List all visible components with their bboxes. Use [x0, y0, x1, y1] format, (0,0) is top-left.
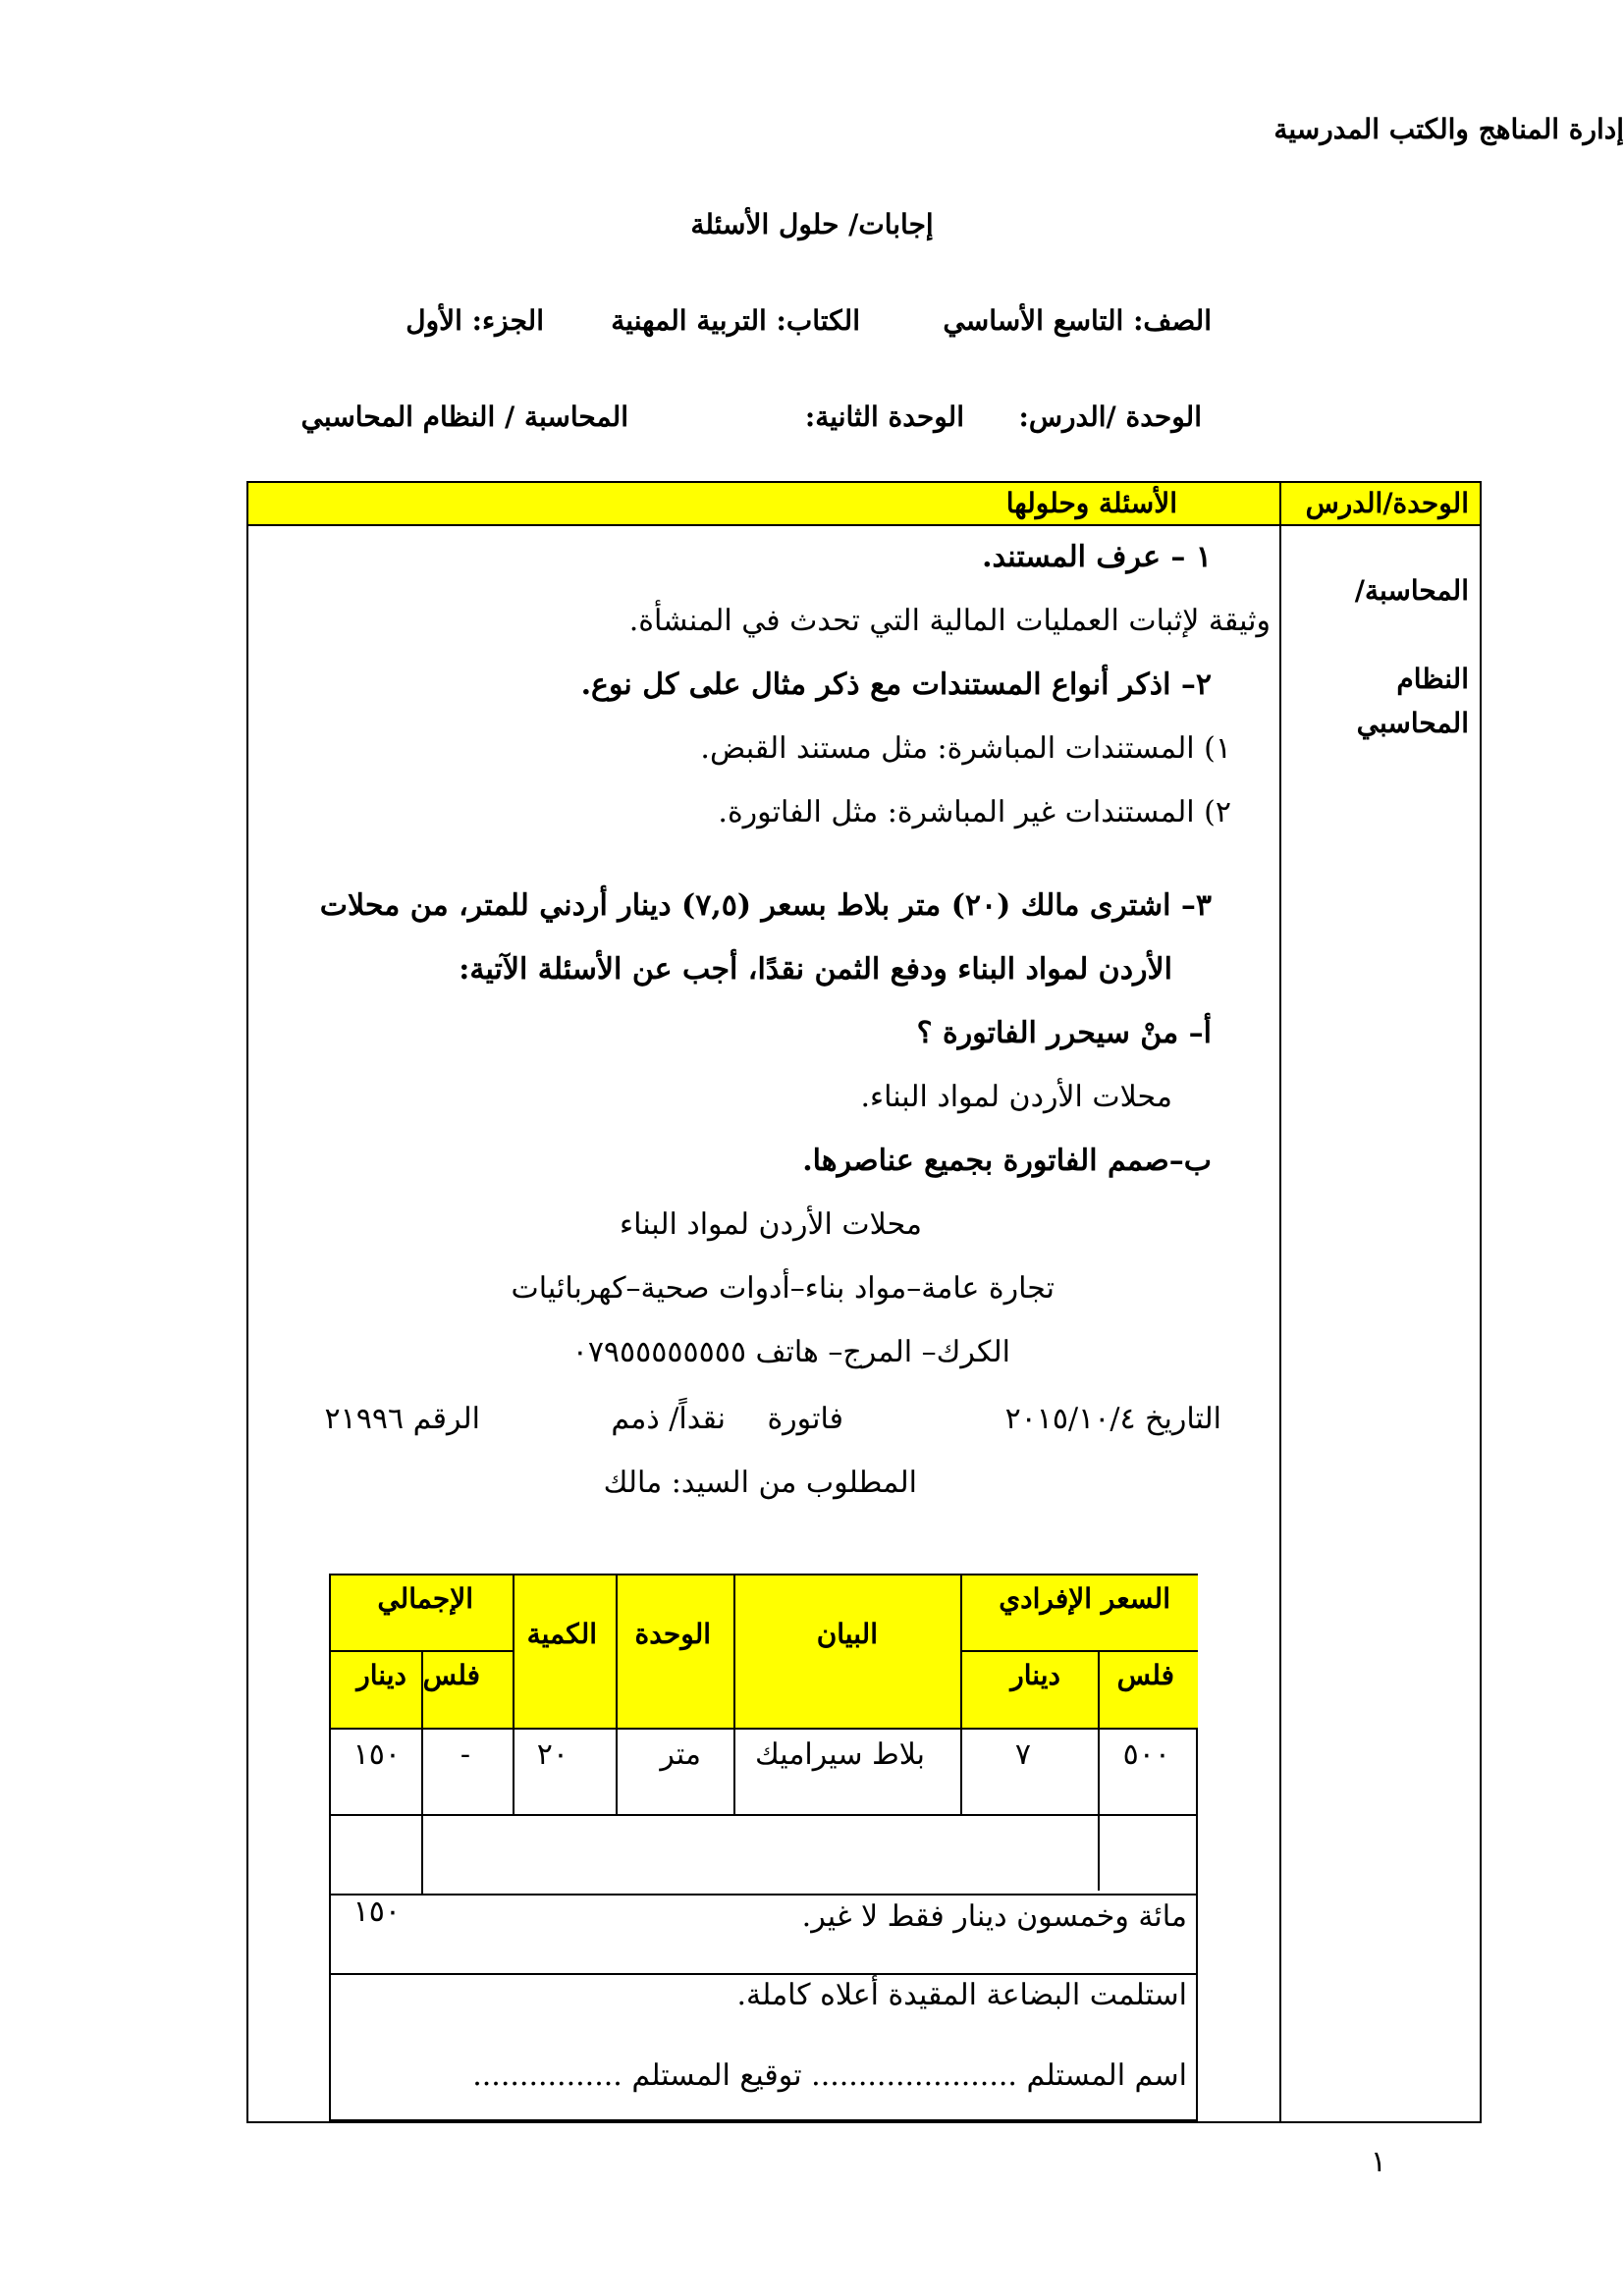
invoice-table	[329, 1574, 1198, 2121]
invoice-address: الكرك– المرج– هاتف ٠٧٩٥٥٥٥٥٥٥٥	[571, 1335, 1010, 1369]
answer-3a: محلات الأردن لمواد البناء.	[860, 1080, 1172, 1114]
grid-vline-total	[513, 1575, 514, 1816]
header-unit-price: السعر الإفرادي	[999, 1582, 1170, 1615]
side-unit-line-3: المحاسبي	[1356, 707, 1469, 739]
invoice-payment: نقداً/ ذمم	[611, 1402, 726, 1436]
grid-hline-sub-left	[331, 1650, 514, 1652]
answer-2-item-2: ٢) المستندات غير المباشرة: مثل الفاتورة.	[718, 795, 1231, 829]
header-description: البيان	[816, 1618, 878, 1650]
invoice-business: تجارة عامة–مواد بناء–أدوات صحية–كهربائيات	[511, 1271, 1055, 1306]
answer-1: وثيقة لإثبات العمليات المالية التي تحدث في المنشأة.	[628, 604, 1271, 638]
question-3a: أ– منْ سيحرر الفاتورة ؟	[916, 1016, 1212, 1050]
grid-hline-sub-right	[960, 1650, 1198, 1652]
invoice-date: التاريخ ٢٠١٥/١٠/٤	[1004, 1402, 1221, 1436]
grid-vline-sum	[421, 1816, 423, 1896]
question-2: ٢– اذكر أنواع المستندات مع ذكر مثال على كل نوع.	[580, 667, 1212, 702]
invoice-type: فاتورة	[767, 1402, 843, 1436]
header-total-dinar: دينار	[356, 1659, 406, 1691]
received-statement: استلمت البضاعة المقيدة أعلاه كاملة.	[736, 1978, 1187, 2012]
grid-hline-header	[331, 1728, 1198, 1730]
grid-hline-sum	[331, 1894, 1198, 1896]
header-price-fils: فلس	[1116, 1659, 1174, 1691]
table-header-row	[248, 483, 1480, 526]
grid-vline-desc	[960, 1575, 962, 1816]
grid-vline-price-mid	[1098, 1650, 1100, 1891]
row-description: بلاط سيراميك	[754, 1737, 925, 1772]
invoice-number: الرقم ٢١٩٩٦	[324, 1402, 480, 1436]
question-1: ١ – عرف المستند.	[982, 540, 1212, 574]
signature-line: اسم المستلم ...................... توقيع المستلم ................	[472, 2058, 1187, 2093]
side-unit-line-1: المحاسبة/	[1354, 574, 1469, 607]
row-unit: متر	[660, 1737, 701, 1772]
questions-column-header: الأسئلة وحلولها	[1005, 487, 1177, 519]
invoice-company: محلات الأردن لمواد البناء	[619, 1207, 922, 1242]
question-3-line-2: الأردن لمواد البناء ودفع الثمن نقدًا، أجب عن الأسئلة الآتية:	[459, 952, 1172, 987]
row-total-fils: -	[460, 1737, 470, 1772]
answer-2-item-1: ١) المستندات المباشرة: مثل مستند القبض.	[700, 731, 1231, 766]
unit-column-header: الوحدة/الدرس	[1305, 487, 1469, 519]
invoice-customer: المطلوب من السيد: مالك	[603, 1466, 917, 1500]
part-label: الجزء: الأول	[406, 304, 544, 337]
row-quantity: ٢٠	[536, 1737, 568, 1772]
grid-hline-received	[331, 1973, 1198, 1975]
header-unit: الوحدة	[634, 1618, 711, 1650]
grid-vline-unit	[733, 1575, 735, 1816]
book-label: الكتاب: التربية المهنية	[611, 304, 860, 337]
header-total: الإجمالي	[377, 1582, 473, 1615]
sum-in-words: مائة وخمسون دينار فقط لا غير.	[801, 1899, 1187, 1934]
grid-hline-row	[331, 1814, 1198, 1816]
page-title: إجابات/ حلول الأسئلة	[690, 208, 934, 240]
lesson-label: المحاسبة / النظام المحاسبي	[300, 400, 628, 433]
page-number: ١	[1370, 2145, 1386, 2179]
unit-label: الوحدة الثانية:	[804, 400, 964, 433]
header-quantity: الكمية	[526, 1618, 597, 1650]
grade-label: الصف: التاسع الأساسي	[943, 304, 1212, 337]
row-total-dinar: ١٥٠	[352, 1737, 401, 1772]
grid-vline-qty	[616, 1575, 618, 1816]
department-title: إدارة المناهج والكتب المدرسية	[1273, 113, 1624, 145]
column-divider	[1279, 483, 1281, 2121]
header-fill-qty-unit-desc	[513, 1575, 960, 1730]
unit-lesson-label: الوحدة /الدرس:	[1018, 400, 1202, 433]
question-3-line-1: ٣– اشترى مالك (٢٠) متر بلاط بسعر (٧,٥) دينار أردني للمتر، من محلات	[319, 888, 1212, 923]
row-dinar: ٧	[1014, 1737, 1031, 1772]
row-fils: ٥٠٠	[1122, 1737, 1170, 1772]
header-total-fils: فلس	[422, 1659, 480, 1691]
side-unit-line-2: النظام	[1396, 663, 1469, 695]
header-price-dinar: دينار	[1010, 1659, 1060, 1691]
question-3b: ب–صمم الفاتورة بجميع عناصرها.	[802, 1144, 1212, 1178]
sum-value: ١٥٠	[352, 1895, 401, 1929]
